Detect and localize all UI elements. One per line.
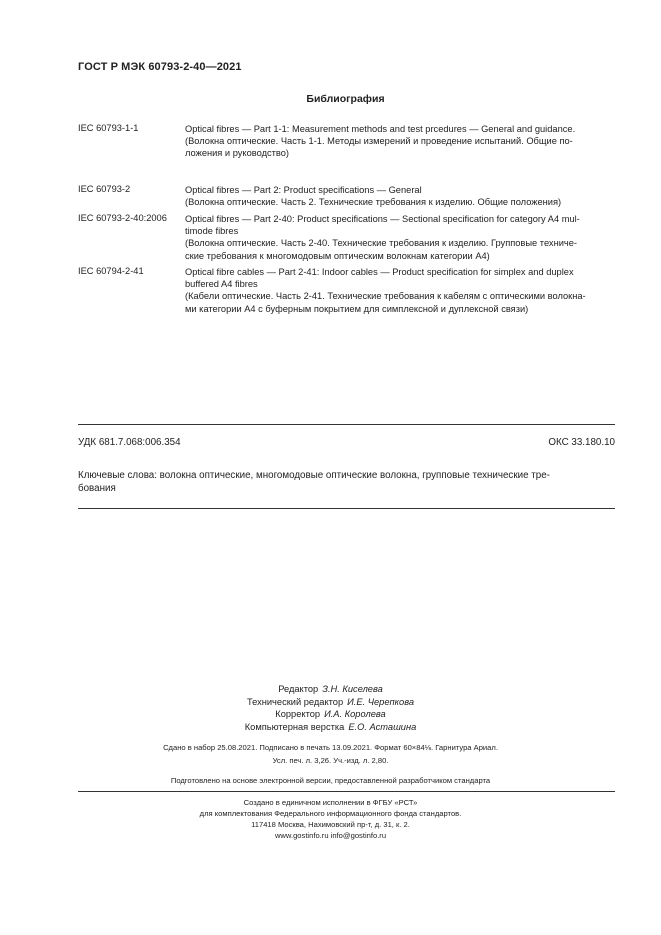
prepared-note: Подготовлено на основе электронной версии, предоставленной разработчиком стандарта [170,776,491,785]
udk-code: УДК 681.7.068:006.354 [78,437,181,448]
imprint-line: Сдано в набор 25.08.2021. Подписано в печать 13.09.2021. Формат 60×84⅛. Гарнитура Ариал. [163,743,498,752]
publisher-contacts: www.gostinfo.ru info@gostinfo.ru [274,831,387,840]
reference-line: (Волокна оптические. Часть 1-1. Методы измерений и проведение испытаний. Общие по- [185,136,573,147]
staff-list [0,683,661,733]
reference-text [185,123,615,160]
keywords-line: Ключевые слова: волокна оптические, многомодовые оптические волокна, групповые технические тре- [78,470,550,481]
reference-line: timode fibres [185,226,239,237]
reference-line: Optical fibres — Part 2-40: Product specifications — Sectional specification for category A4 mul- [185,214,580,224]
reference-line: ские требования к многомодовым оптическим волокнам категории А4) [185,250,490,261]
divider [78,424,615,425]
publisher-line: для комплектования Федерального информационного фонда стандартов. [199,809,462,818]
staff-role: Редактор [278,684,319,694]
bibliography-title: Библиография [306,93,385,105]
staff-name: З.Н. Киселева [322,684,383,694]
reference-line: buffered A4 fibres [185,279,258,290]
publisher-line: Создано в единичном исполнении в ФГБУ «РСТ» [243,798,418,807]
reference-line: (Волокна оптические. Часть 2. Технические требования к изделию. Общие положения) [185,197,562,208]
reference-line: (Кабели оптические. Часть 2-41. Технические требования к кабелям с оптическими волокна- [185,291,586,302]
staff-role: Корректор [275,709,321,720]
publisher-address: 117418 Москва, Нахимовский пр-т, д. 31, к. 2. [251,820,410,829]
reference-line: Optical fibres — Part 2: Product specifications — General [185,185,422,195]
staff-name: Е.О. Асташина [348,721,417,732]
staff-role: Компьютерная верстка [244,721,345,732]
staff-name: И.А. Королева [324,709,386,720]
staff-row [0,721,661,734]
reference-text [185,213,615,262]
reference-text [185,184,615,208]
divider [78,791,615,792]
reference-code: IEC 60793-1-1 [78,123,139,133]
document-code: ГОСТ Р МЭК 60793-2-40—2021 [78,61,242,73]
staff-name: И.Е. Черепкова [347,696,415,707]
keywords-line: бования [78,483,116,494]
oks-code: ОКС 33.180.10 [548,437,615,448]
reference-text [185,266,615,315]
reference-line: Optical fibres — Part 1-1: Measurement methods and test prcedures — General and guidance. [185,124,576,134]
staff-row [0,708,661,721]
reference-line: ложения и руководство) [185,148,289,159]
imprint-line: Усл. печ. л. 3,26. Уч.-изд. л. 2,80. [272,756,389,765]
keywords [78,469,615,495]
staff-role: Технический редактор [246,696,344,707]
reference-line: (Волокна оптические. Часть 2-40. Технические требования к изделию. Групповые техниче- [185,238,578,249]
staff-row [0,696,661,709]
reference-line: ми категории А4 с буферным покрытием для симплексной и дуплексной связи) [185,303,529,314]
reference-code: IEC 60793-2 [78,184,131,194]
divider [78,508,615,509]
reference-code: IEC 60794-2-41 [78,266,144,276]
reference-line: Optical fibre cables — Part 2-41: Indoor cables — Product specification for simplex and duplex [185,267,574,277]
reference-code: IEC 60793-2-40:2006 [78,213,167,223]
staff-row [0,683,661,696]
